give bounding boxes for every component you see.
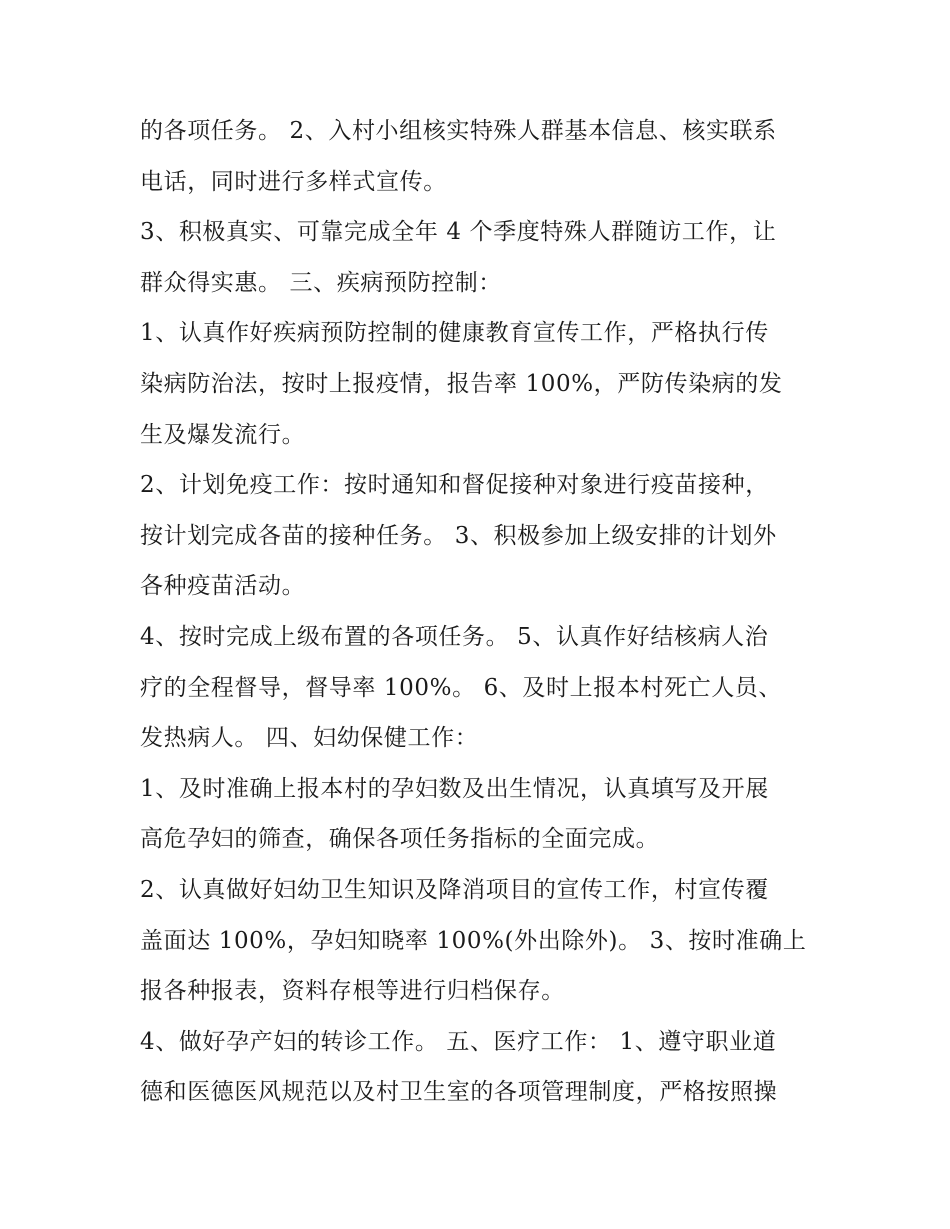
document-body: [140, 106, 820, 1118]
text-line: 高危孕妇的筛查，确保各项任务指标的全面完成。: [140, 826, 660, 853]
text-line: 的各项任务。 2、入村小组核实特殊人群基本信息、核实联系: [140, 118, 777, 144]
text-line: 各种疫苗活动。: [140, 573, 306, 600]
text-line: 生及爆发流行。: [140, 421, 306, 448]
text-line: 电话，同时进行多样式宣传。: [140, 168, 447, 195]
text-line: 1、认真作好疾病预防控制的健康教育宣传工作，严格执行传: [140, 320, 769, 347]
text-line: 4、按时完成上级布置的各项任务。 5、认真作好结核病人治: [140, 623, 769, 650]
text-line: 2、计划免疫工作：按时通知和督促接种对象进行疫苗接种，: [140, 472, 769, 499]
text-line: 报各种报表，资料存根等进行归档保存。: [140, 978, 565, 1005]
text-line: 群众得实惠。 三、疾病预防控制：: [140, 269, 502, 296]
text-line: 3、积极真实、可靠完成全年 4 个季度特殊人群随访工作，让: [140, 219, 777, 246]
text-line: 4、做好孕产妇的转诊工作。 五、医疗工作： 1、遵守职业道: [140, 1028, 777, 1055]
text-line: 疗的全程督导，督导率 100%。 6、及时上报本村死亡人员、: [140, 674, 783, 701]
text-line: 发热病人。 四、妇幼保健工作：: [140, 725, 479, 752]
text-line: 染病防治法，按时上报疫情，报告率 100%，严防传染病的发: [140, 370, 783, 397]
text-line: 盖面达 100%，孕妇知晓率 100%(外出除外)。 3、按时准确上: [140, 927, 807, 954]
text-line: 按计划完成各苗的接种任务。 3、积极参加上级安排的计划外: [140, 522, 777, 549]
text-line: 2、认真做好妇幼卫生知识及降消项目的宣传工作，村宣传覆: [140, 876, 769, 903]
text-line: 德和医德医风规范以及村卫生室的各项管理制度，严格按照操: [140, 1079, 778, 1106]
text-line: 1、及时准确上报本村的孕妇数及出生情况，认真填写及开展: [140, 775, 769, 802]
